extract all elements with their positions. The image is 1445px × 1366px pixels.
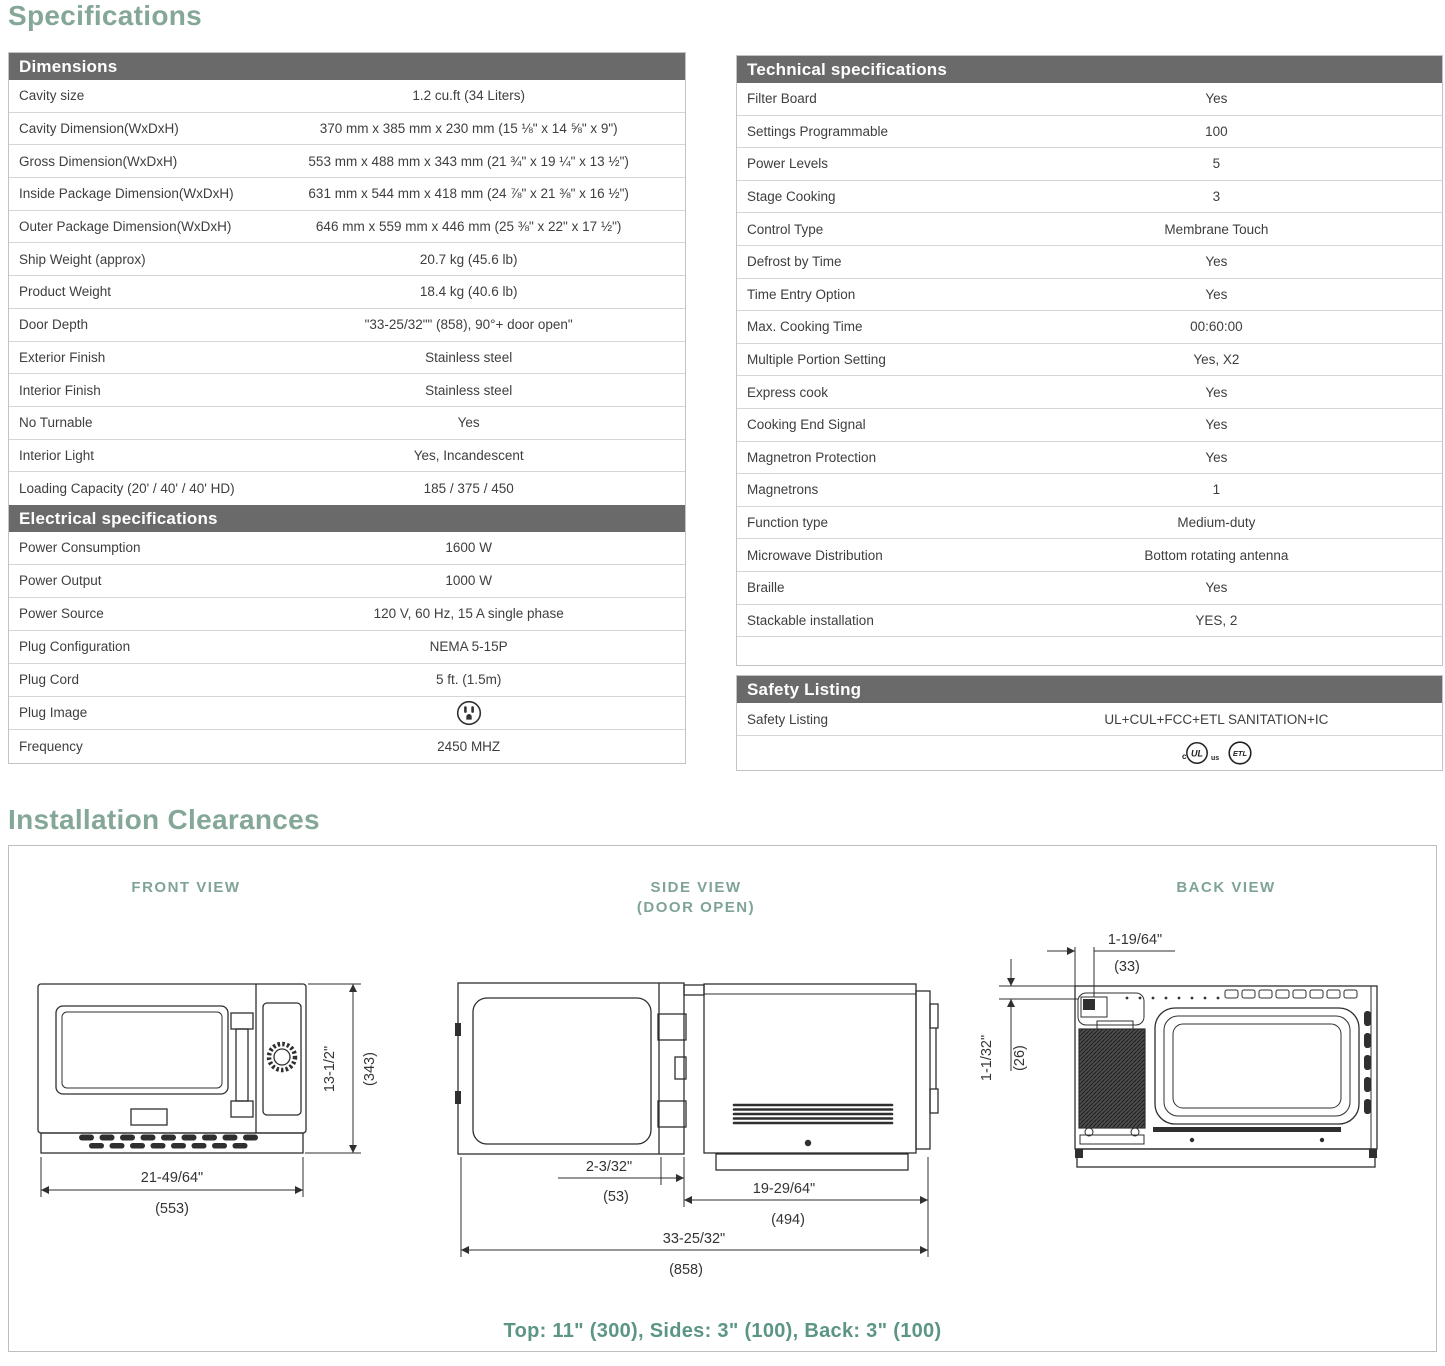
back-view-label: BACK VIEW [1176, 879, 1276, 896]
spec-row-value: Yes [1205, 91, 1228, 107]
left-column [8, 52, 686, 764]
plug-outlet-icon [456, 700, 482, 726]
dimensions-and-electrical-table [8, 52, 686, 764]
spec-row-label: Plug Cord [19, 672, 80, 688]
spec-row-value: "33-25/32"" (858), 90°+ door open" [364, 317, 573, 333]
front-height-mm-label: (343) [362, 1052, 378, 1086]
side-door-inch-label: 2-3/32" [585, 1159, 633, 1175]
side-view-label-line2: (DOOR OPEN) [636, 899, 756, 916]
safety-rows [737, 703, 1442, 770]
side-view-label [571, 878, 821, 918]
spec-row-value: YES, 2 [1195, 612, 1238, 628]
installation-clearances-panel [8, 845, 1437, 1352]
dimensions-rows [9, 80, 685, 505]
back-offset-mm-label: (33) [1114, 959, 1140, 975]
front-width-inch-label: 21-49/64" [140, 1170, 204, 1186]
spec-row-value: 18.4 kg (40.6 lb) [419, 284, 518, 300]
spec-row-value: 1 [1212, 482, 1221, 498]
svg-text:ETL: ETL [1233, 749, 1248, 759]
spec-row [737, 116, 1442, 149]
spec-row-value [252, 700, 685, 726]
spec-row-value: Yes [1205, 417, 1228, 433]
spec-row-label: Settings Programmable [747, 123, 889, 139]
spec-row [9, 145, 685, 178]
spec-row-value: 00:60:00 [1190, 319, 1243, 335]
front-height-inch-label: 13-1/2" [322, 1045, 338, 1093]
side-total-mm-label: (858) [669, 1262, 703, 1278]
back-top-mm-label: (26) [1012, 1045, 1028, 1071]
clearance-note: Top: 11" (300), Sides: 3" (100), Back: 3" (100) [503, 1320, 942, 1342]
back-vent-grille [1079, 1029, 1145, 1128]
right-column [736, 55, 1443, 771]
page-title: Specifications [8, 0, 203, 31]
spec-row [9, 113, 685, 146]
back-view-drawing [977, 911, 1437, 1201]
spec-row-label: Plug Configuration [19, 639, 131, 655]
spec-row-label: Magnetron Protection [747, 449, 877, 465]
spec-row-value: 2450 MHZ [437, 738, 501, 754]
spec-row [9, 472, 685, 505]
spec-row-label: Safety Listing [747, 711, 829, 727]
front-vent-slots [79, 1135, 258, 1149]
spec-row [737, 703, 1442, 736]
spec-row-label: Power Source [19, 606, 104, 622]
spec-row-value: 1000 W [445, 573, 492, 589]
spec-row-label: Braille [747, 580, 785, 596]
spec-row-label: Filter Board [747, 91, 817, 107]
spec-row-label: Stage Cooking [747, 189, 836, 205]
back-top-inch-label: 1-1/32" [979, 1034, 995, 1082]
side-depth-inch-label: 19-29/64" [752, 1181, 816, 1197]
dimensions-section-header: Dimensions [9, 53, 685, 80]
cul-us-certification-icon [1178, 740, 1220, 766]
spec-row-label: Cavity size [19, 88, 85, 104]
technical-section-header: Technical specifications [737, 56, 1442, 83]
spec-row [737, 246, 1442, 279]
front-view-drawing [31, 961, 411, 1231]
side-total-inch-label: 33-25/32" [662, 1231, 726, 1247]
spec-row [737, 539, 1442, 572]
back-side-slots [1364, 1011, 1371, 1114]
spec-row [737, 213, 1442, 246]
spec-row-label: Ship Weight (approx) [19, 251, 146, 267]
spec-row-value: Yes [1205, 449, 1228, 465]
spec-row [9, 243, 685, 276]
spec-row [737, 376, 1442, 409]
installation-clearances-title: Installation Clearances [8, 804, 320, 835]
spec-row-value: NEMA 5-15P [429, 639, 508, 655]
spec-row-value: 5 ft. (1.5m) [436, 672, 502, 688]
side-vent-lines [734, 1105, 892, 1123]
spec-row [737, 572, 1442, 605]
spec-row [737, 148, 1442, 181]
spec-row-label: Magnetrons [747, 482, 819, 498]
back-offset-inch-label: 1-19/64" [1107, 932, 1163, 948]
side-depth-mm-label: (494) [771, 1212, 805, 1228]
spec-row-value: UL+CUL+FCC+ETL SANITATION+IC [1104, 711, 1329, 727]
spec-row-value: 631 mm x 544 mm x 418 mm (24 ⅞" x 21 ⅜" x 16 ½") [308, 186, 629, 202]
spec-row-value: Stainless steel [425, 349, 513, 365]
spec-row-value: 3 [1212, 189, 1221, 205]
spec-row [737, 279, 1442, 312]
spec-row-value: Yes, Incandescent [413, 447, 524, 463]
etl-certification-icon [1226, 740, 1254, 766]
spec-row-value: Stainless steel [425, 382, 513, 398]
spec-row [737, 637, 1442, 665]
spec-row-label: Express cook [747, 384, 829, 400]
spec-row-label: Power Consumption [19, 540, 141, 556]
spec-row [737, 83, 1442, 116]
spec-row-label: Defrost by Time [747, 254, 842, 270]
spec-row [9, 598, 685, 631]
spec-row [737, 605, 1442, 638]
dimensions-section [9, 53, 685, 505]
spec-row-label: Cavity Dimension(WxDxH) [19, 121, 179, 137]
safety-table [736, 675, 1443, 771]
spec-row-label: Loading Capacity (20' / 40' / 40' HD) [19, 481, 235, 497]
spec-row [737, 474, 1442, 507]
side-view-label-line1: SIDE VIEW [650, 879, 742, 896]
electrical-section [9, 505, 685, 763]
spec-row-value: Yes, X2 [1193, 352, 1240, 368]
spec-row [737, 442, 1442, 475]
side-door-mm-label: (53) [603, 1189, 629, 1205]
spec-row-label: Interior Light [19, 447, 95, 463]
spec-row [9, 276, 685, 309]
spec-row-label: Product Weight [19, 284, 112, 300]
spec-row-label: Microwave Distribution [747, 547, 883, 563]
side-view-drawing [446, 961, 946, 1291]
spec-row-label: Control Type [747, 221, 824, 237]
spec-row [9, 342, 685, 375]
svg-text:UL: UL [1191, 748, 1204, 759]
back-top-vent-dots [1126, 997, 1220, 1000]
front-view-label: FRONT VIEW [131, 879, 241, 896]
spec-row-value: Yes [1205, 580, 1228, 596]
spec-row-value: Medium-duty [1177, 515, 1256, 531]
spec-row [9, 309, 685, 342]
spec-row [9, 664, 685, 697]
spec-row-value: Yes [457, 415, 480, 431]
spec-row [9, 440, 685, 473]
spec-row [9, 211, 685, 244]
spec-row-value: Membrane Touch [1164, 221, 1269, 237]
spec-row-label: Time Entry Option [747, 286, 856, 302]
spec-row [9, 697, 685, 730]
spec-row-value: Yes [1205, 384, 1228, 400]
spec-row-label: Door Depth [19, 317, 89, 333]
spec-row-label: Stackable installation [747, 612, 874, 628]
spec-row-label: Frequency [19, 738, 83, 754]
spec-row [737, 736, 1442, 770]
back-top-vent-bumps [1225, 990, 1357, 998]
spec-row [9, 532, 685, 565]
spec-row-value: 100 [1205, 123, 1228, 139]
spec-row-value: 1600 W [445, 540, 492, 556]
spec-row-value [991, 740, 1442, 766]
spec-row [9, 565, 685, 598]
technical-table [736, 55, 1443, 666]
spec-row [9, 374, 685, 407]
spec-row-value: 370 mm x 385 mm x 230 mm (15 ⅛" x 14 ⅝" x 9") [319, 121, 618, 137]
spec-row [737, 311, 1442, 344]
spec-row [9, 730, 685, 763]
spec-row-value: Yes [1205, 254, 1228, 270]
spec-row-label: Power Levels [747, 156, 829, 172]
spec-row [9, 80, 685, 113]
spec-row-label: Gross Dimension(WxDxH) [19, 153, 178, 169]
spec-row-label: Function type [747, 515, 829, 531]
spec-row-value: 120 V, 60 Hz, 15 A single phase [373, 606, 564, 622]
svg-text:c: c [1182, 752, 1187, 762]
spec-row-label: Cooking End Signal [747, 417, 866, 433]
spec-row [737, 409, 1442, 442]
spec-row-label: Multiple Portion Setting [747, 352, 886, 368]
spec-row-label: Plug Image [19, 705, 88, 721]
spec-row-label: Max. Cooking Time [747, 319, 863, 335]
spec-row-value: Bottom rotating antenna [1144, 547, 1289, 563]
spec-row [737, 507, 1442, 540]
svg-text:us: us [1211, 755, 1220, 763]
spec-row-value: 185 / 375 / 450 [423, 481, 514, 497]
spec-row-label: No Turnable [19, 415, 93, 431]
spec-row-value: Yes [1205, 286, 1228, 302]
spec-row-label: Interior Finish [19, 382, 101, 398]
spec-row-value: 646 mm x 559 mm x 446 mm (25 ⅜" x 22" x 17 ½") [315, 219, 622, 235]
spec-row-label: Outer Package Dimension(WxDxH) [19, 219, 232, 235]
electrical-rows [9, 532, 685, 763]
spec-row-value: 20.7 kg (45.6 lb) [419, 251, 518, 267]
spec-row [737, 344, 1442, 377]
safety-section-header: Safety Listing [737, 676, 1442, 703]
spec-row [9, 178, 685, 211]
front-width-mm-label: (553) [155, 1201, 189, 1217]
spec-row-value: 553 mm x 488 mm x 343 mm (21 ¾" x 19 ¼" x 13 ½") [308, 153, 629, 169]
spec-row-label: Power Output [19, 573, 102, 589]
spec-row-label: Exterior Finish [19, 349, 106, 365]
spec-row-label: Inside Package Dimension(WxDxH) [19, 186, 234, 202]
electrical-section-header: Electrical specifications [9, 505, 685, 532]
spec-row [737, 181, 1442, 214]
spec-row-value: 5 [1212, 156, 1221, 172]
spec-row [9, 407, 685, 440]
spec-row-value: 1.2 cu.ft (34 Liters) [412, 88, 525, 104]
spec-row [9, 631, 685, 664]
technical-rows [737, 83, 1442, 665]
